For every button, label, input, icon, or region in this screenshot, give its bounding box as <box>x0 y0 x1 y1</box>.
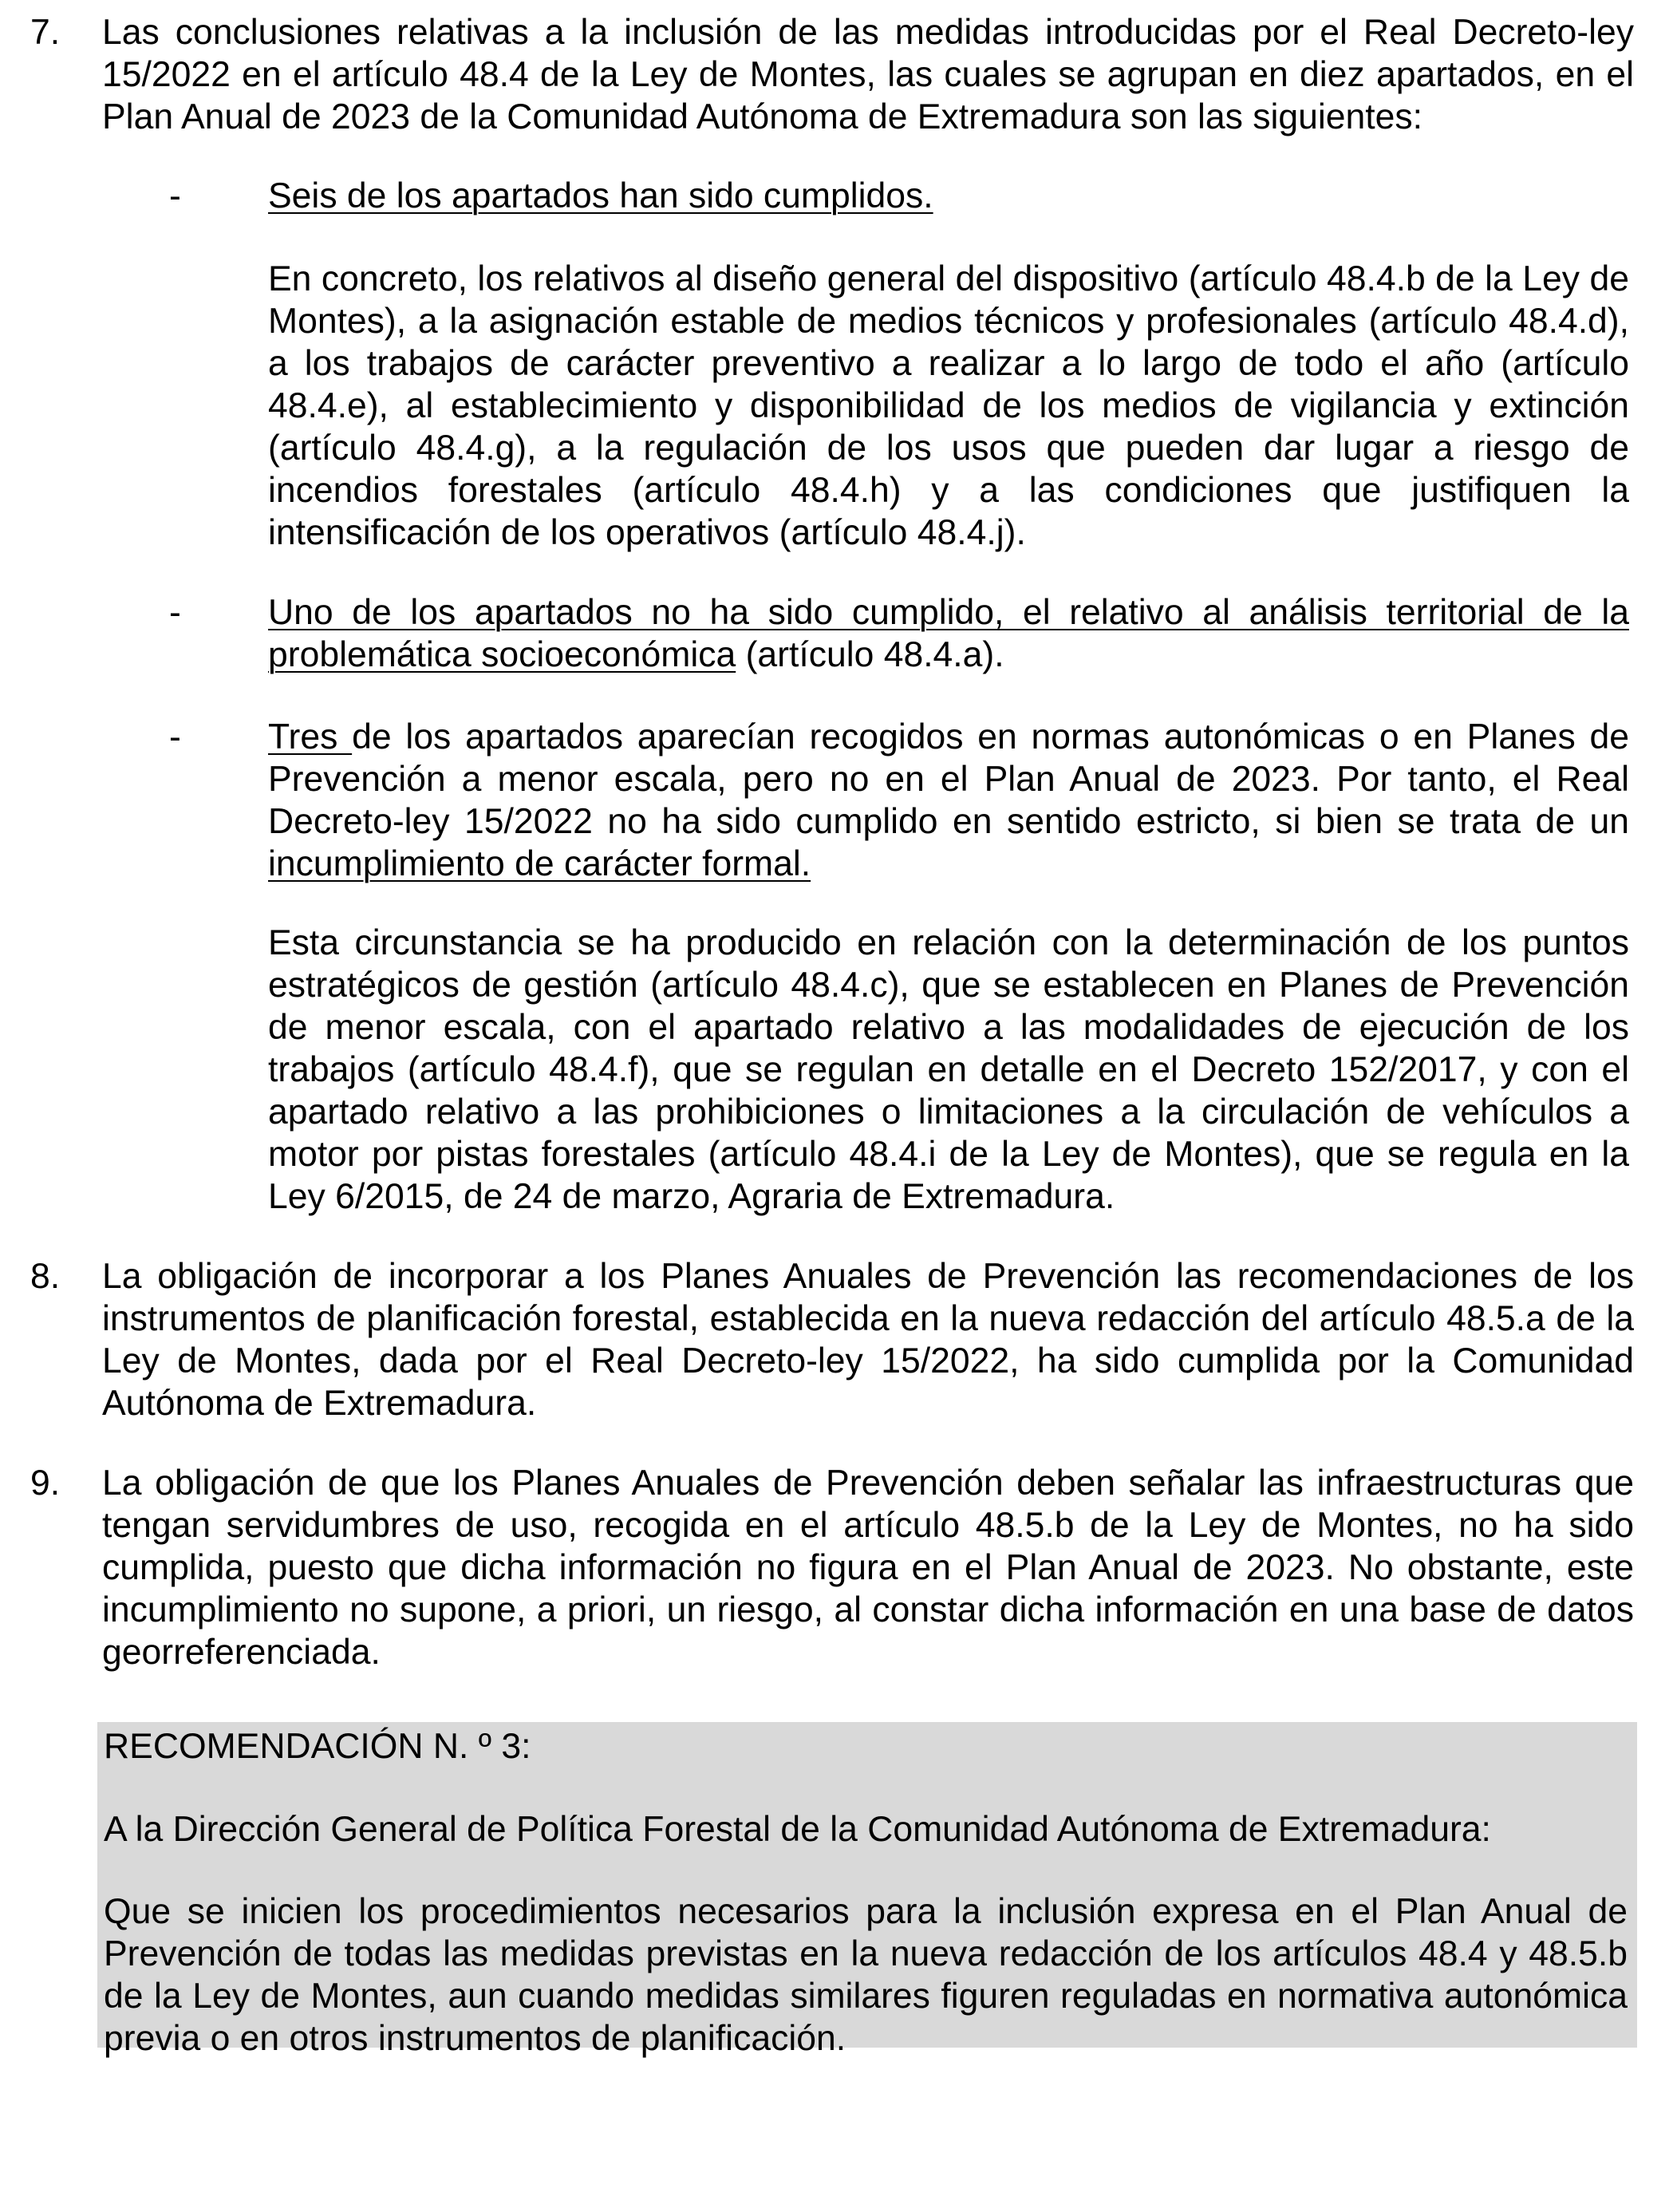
underlined-text: Uno de los apartados no ha sido cumplido, el relativo al análisis territorial de la problemática socioeconómica <box>268 593 1629 674</box>
bullet-middle-text: de los apartados aparecían recogidos en normas autonómicas o en Planes de Prevención a menor escala, pero no en el Plan Anual de 2023. Por tanto, el Real Decreto-ley 15/2022 no ha sido cumplido en sentido estricto, si bien se trata de un <box>268 717 1629 841</box>
underlined-text-start: Tres <box>268 717 353 756</box>
underlined-text-end: incumplimiento de carácter formal. <box>268 844 811 883</box>
bullet-incumplimiento-formal <box>169 716 1629 885</box>
bullet-text <box>268 175 1629 217</box>
bullet-no-cumplido <box>169 591 1629 676</box>
item-text: La obligación de incorporar a los Planes Anuales de Prevención las recomendaciones de los instrumentos de planificación forestal, establecida en la nueva redacción del artículo 48.5.a de la Ley de Montes, dada por el Real Decreto-ley 15/2022, ha sido cumplida por la Comunidad Autónoma de Extremadura. <box>102 1257 1634 1423</box>
bullet-detail-incumplimiento: Esta circunstancia se ha producido en relación con la determinación de los puntos estratégicos de gestión (artículo 48.4.c), que se establecen en Planes de Prevención de menor escala, con el apartado relativo a las modalidades de ejecución de los trabajos (artículo 48.4.f), que se regulan en detalle en el Decreto 152/2017, y con el apartado relativo a las prohibiciones o limitaciones a la circulación de vehículos a motor por pistas forestales (artículo 48.4.i de la Ley de Montes), que se regula en la Ley 6/2015, de 24 de marzo, Agraria de Extremadura. <box>268 923 1629 1216</box>
list-item-8 <box>30 1255 1634 1424</box>
bullet-text <box>268 591 1629 676</box>
item-text: Las conclusiones relativas a la inclusión de las medidas introducidas por el Real Decreto-ley 15/2022 en el artículo 48.4 de la Ley de Montes, las cuales se agrupan en diez apartados, en el Plan Anual de 2023 de la Comunidad Autónoma de Extremadura son las siguientes: <box>102 13 1634 136</box>
list-item-7 <box>30 11 1634 138</box>
bullet-text <box>268 716 1629 885</box>
bullet-dash: - <box>169 176 181 215</box>
bullet-cumplidos <box>169 175 1629 217</box>
underlined-text: Seis de los apartados han sido cumplidos. <box>268 176 933 215</box>
bullet-dash: - <box>169 593 181 632</box>
recommendation-heading: RECOMENDACIÓN N. º 3: <box>104 1727 531 1766</box>
item-number: 7. <box>30 13 61 52</box>
bullet-dash: - <box>169 717 181 756</box>
item-text: La obligación de que los Planes Anuales de Prevención deben señalar las infraestructuras que tengan servidumbres de uso, recogida en el artículo 48.5.b de la Ley de Montes, no ha sido cumplida, puesto que dicha información no figura en el Plan Anual de 2023. No obstante, este incumplimiento no supone, a priori, un riesgo, al constar dicha información en una base de datos georreferenciada. <box>102 1463 1634 1672</box>
item-number: 8. <box>30 1257 61 1296</box>
list-item-9 <box>30 1462 1634 1673</box>
recommendation-addressee: A la Dirección General de Política Forestal de la Comunidad Autónoma de Extremadura: <box>104 1810 1491 1849</box>
recommendation-body: Que se inicien los procedimientos necesarios para la inclusión expresa en el Plan Anual de Prevención de todas las medidas previstas en la nueva redacción de los artículos 48.4 y 48.5.b de la Ley de Montes, aun cuando medidas similares figuren reguladas en normativa autonómica previa o en otros instrumentos de planificación. <box>104 1892 1628 2058</box>
item-number: 9. <box>30 1463 61 1503</box>
bullet-rest-text: (artículo 48.4.a). <box>736 635 1004 674</box>
bullet-detail-cumplidos: En concreto, los relativos al diseño general del dispositivo (artículo 48.4.b de la Ley de Montes), a la asignación estable de medios técnicos y profesionales (artículo 48.4.d), a los trabajos de carácter preventivo a realizar a lo largo de todo el año (artículo 48.4.e), al establecimiento y disponibilidad de los medios de vigilancia y extinción (artículo 48.4.g), a la regulación de los usos que pueden dar lugar a riesgo de incendios forestales (artículo 48.4.h) y a las condiciones que justifiquen la intensificación de los operativos (artículo 48.4.j). <box>268 259 1629 552</box>
